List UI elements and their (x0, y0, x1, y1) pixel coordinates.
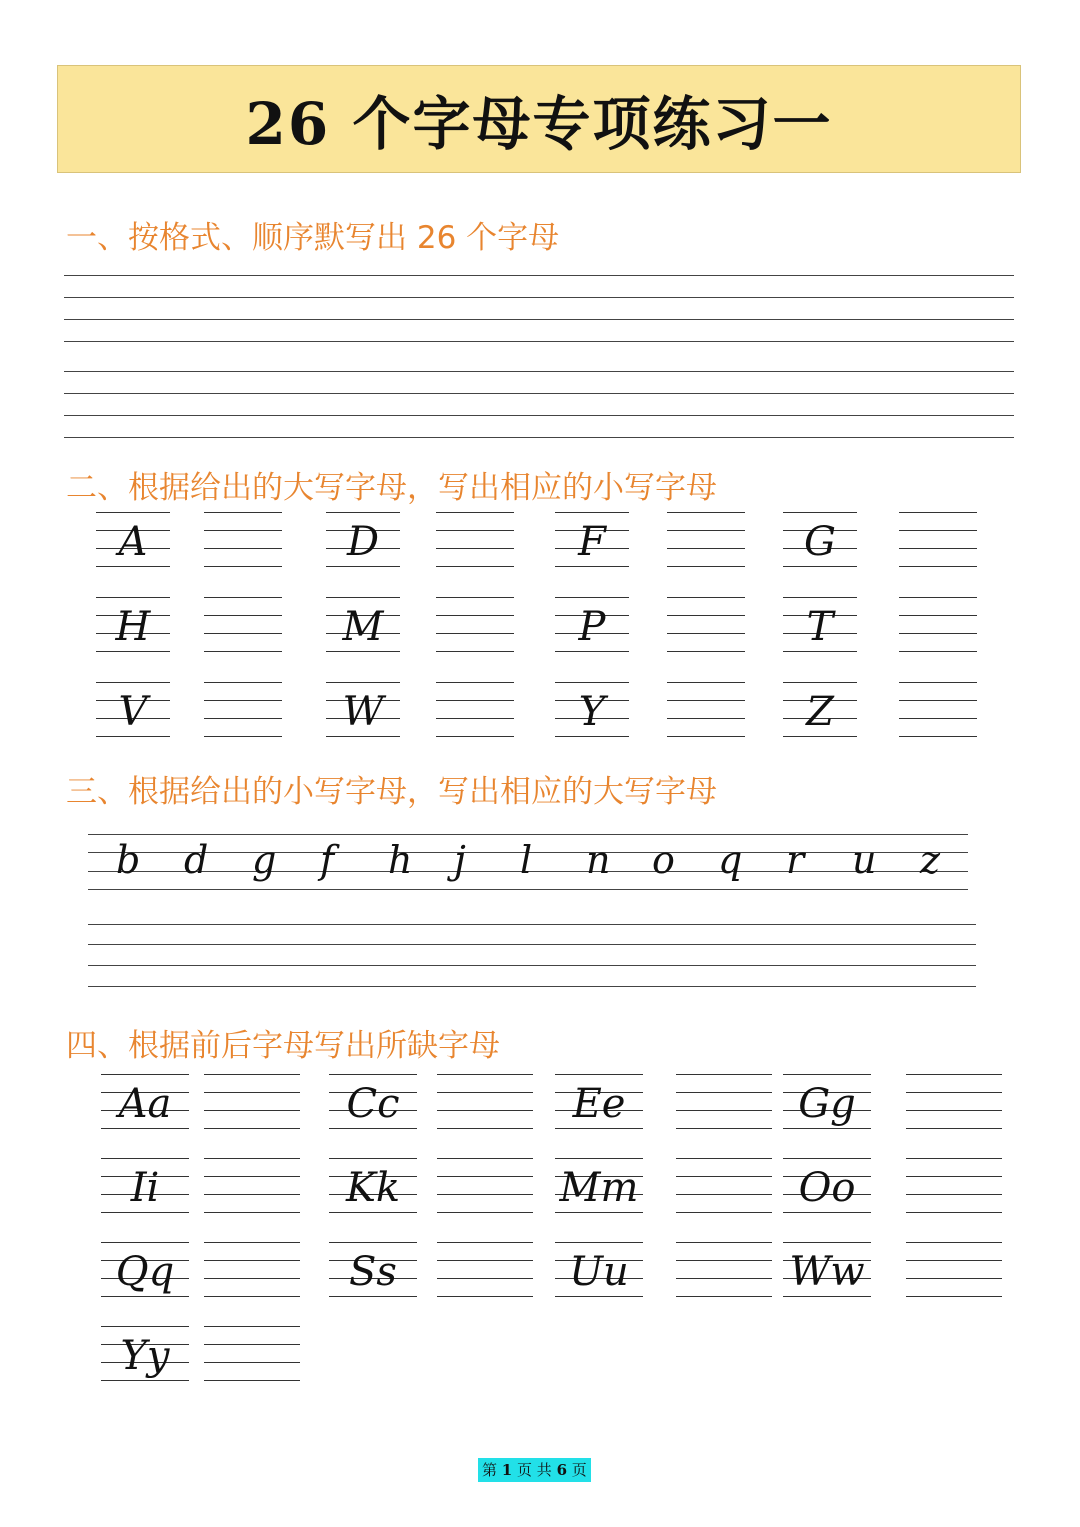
given-lowercase-letter: q (718, 838, 743, 882)
uppercase-given-cell (783, 512, 857, 566)
letter-pair-given-cell (783, 1074, 871, 1128)
given-letter: F (578, 519, 606, 565)
given-letter: W (342, 689, 384, 735)
missing-letter-blank[interactable] (204, 1158, 300, 1212)
lowercase-answer-blank[interactable] (436, 512, 514, 566)
writing-lines-section-1 (64, 275, 1014, 440)
given-letter: Ii (130, 1165, 160, 1211)
letter-pair-given-cell (555, 1074, 643, 1128)
uppercase-given-cell (96, 682, 170, 736)
missing-letter-blank[interactable] (204, 1074, 300, 1128)
given-letter: Gg (798, 1081, 856, 1127)
letter-pair-given-cell (329, 1158, 417, 1212)
section-3-answer-lines (88, 924, 976, 988)
uppercase-given-cell (326, 597, 400, 651)
lowercase-answer-blank[interactable] (667, 597, 745, 651)
given-letter: M (342, 604, 384, 650)
letter-pair-given-cell (783, 1158, 871, 1212)
letter-pair-given-cell (555, 1158, 643, 1212)
lowercase-answer-blank[interactable] (204, 597, 282, 651)
given-lowercase-letter: j (454, 838, 466, 882)
given-lowercase-letter: g (252, 838, 277, 882)
missing-letter-blank[interactable] (906, 1158, 1002, 1212)
given-letter: Qq (115, 1249, 175, 1295)
lowercase-answer-blank[interactable] (899, 597, 977, 651)
given-lowercase-letter: h (388, 838, 413, 882)
given-letter: Mm (559, 1165, 639, 1211)
uppercase-given-cell (555, 597, 629, 651)
letter-pair-given-cell (101, 1074, 189, 1128)
given-lowercase-letter: u (852, 838, 877, 882)
given-lowercase-letter: n (586, 838, 611, 882)
lowercase-answer-blank[interactable] (436, 597, 514, 651)
uppercase-given-cell (783, 682, 857, 736)
lowercase-answer-blank[interactable] (436, 682, 514, 736)
lowercase-answer-blank[interactable] (204, 512, 282, 566)
letter-pair-given-cell (555, 1242, 643, 1296)
footer-page-number: 1 (501, 1461, 513, 1479)
letter-pair-given-cell (783, 1242, 871, 1296)
missing-letter-blank[interactable] (906, 1074, 1002, 1128)
title-banner (57, 65, 1021, 173)
footer-prefix: 第 (482, 1461, 498, 1479)
missing-letter-blank[interactable] (437, 1074, 533, 1128)
missing-letter-blank[interactable] (676, 1242, 772, 1296)
letter-pair-given-cell (101, 1158, 189, 1212)
given-letter: Y (578, 689, 606, 735)
page-title: 26 个字母专项练习一 (245, 90, 833, 158)
uppercase-given-cell (326, 682, 400, 736)
missing-letter-blank[interactable] (204, 1242, 300, 1296)
given-letter: Ww (789, 1249, 865, 1295)
missing-letter-blank[interactable] (437, 1158, 533, 1212)
lowercase-answer-blank[interactable] (667, 682, 745, 736)
given-lowercase-letter: o (652, 838, 675, 882)
given-lowercase-letter: b (116, 838, 141, 882)
given-lowercase-letter: d (184, 838, 209, 882)
given-letter: Yy (120, 1333, 170, 1379)
given-lowercase-letter: z (920, 838, 941, 882)
missing-letter-blank[interactable] (676, 1074, 772, 1128)
letter-pair-given-cell (101, 1242, 189, 1296)
lowercase-answer-blank[interactable] (899, 682, 977, 736)
lowercase-answer-blank[interactable] (204, 682, 282, 736)
given-lowercase-letter: f (320, 838, 335, 882)
given-letter: Ss (349, 1249, 397, 1295)
given-letter: A (118, 519, 148, 565)
given-letter: Oo (798, 1165, 856, 1211)
given-letter: T (806, 604, 834, 650)
lowercase-answer-blank[interactable] (899, 512, 977, 566)
given-letter: P (578, 604, 606, 650)
uppercase-given-cell (326, 512, 400, 566)
given-letter: Cc (346, 1081, 400, 1127)
given-letter: D (346, 519, 380, 565)
given-lowercase-letter: r (786, 838, 805, 882)
section-2-title: 二、根据给出的大写字母，写出相应的小写字母 (66, 470, 717, 506)
letter-pair-given-cell (329, 1242, 417, 1296)
letter-pair-given-cell (101, 1326, 189, 1380)
given-letter: Kk (345, 1165, 401, 1211)
missing-letter-blank[interactable] (906, 1242, 1002, 1296)
given-letter: G (804, 519, 836, 565)
uppercase-given-cell (96, 597, 170, 651)
given-letter: Ee (572, 1081, 626, 1127)
letter-pair-given-cell (329, 1074, 417, 1128)
section-4-title: 四、根据前后字母写出所缺字母 (66, 1028, 500, 1064)
section-3-title: 三、根据给出的小写字母，写出相应的大写字母 (66, 774, 717, 810)
footer-total-pages: 6 (556, 1461, 568, 1479)
uppercase-given-cell (555, 512, 629, 566)
given-letter: Aa (118, 1081, 172, 1127)
given-lowercase-letter: l (520, 838, 533, 882)
given-letter: V (118, 689, 148, 735)
uppercase-given-cell (783, 597, 857, 651)
lowercase-answer-blank[interactable] (667, 512, 745, 566)
given-letter: Z (806, 689, 834, 735)
missing-letter-blank[interactable] (204, 1326, 300, 1380)
footer-suffix: 页 (571, 1461, 587, 1479)
missing-letter-blank[interactable] (676, 1158, 772, 1212)
section-1-title: 一、按格式、顺序默写出 26 个字母 (66, 220, 560, 256)
page-footer (478, 1458, 591, 1482)
given-letter: Uu (569, 1249, 629, 1295)
given-letter: H (115, 604, 151, 650)
section-3-given-row (88, 834, 968, 890)
uppercase-given-cell (96, 512, 170, 566)
uppercase-given-cell (555, 682, 629, 736)
missing-letter-blank[interactable] (437, 1242, 533, 1296)
footer-middle: 页 共 (517, 1461, 552, 1479)
